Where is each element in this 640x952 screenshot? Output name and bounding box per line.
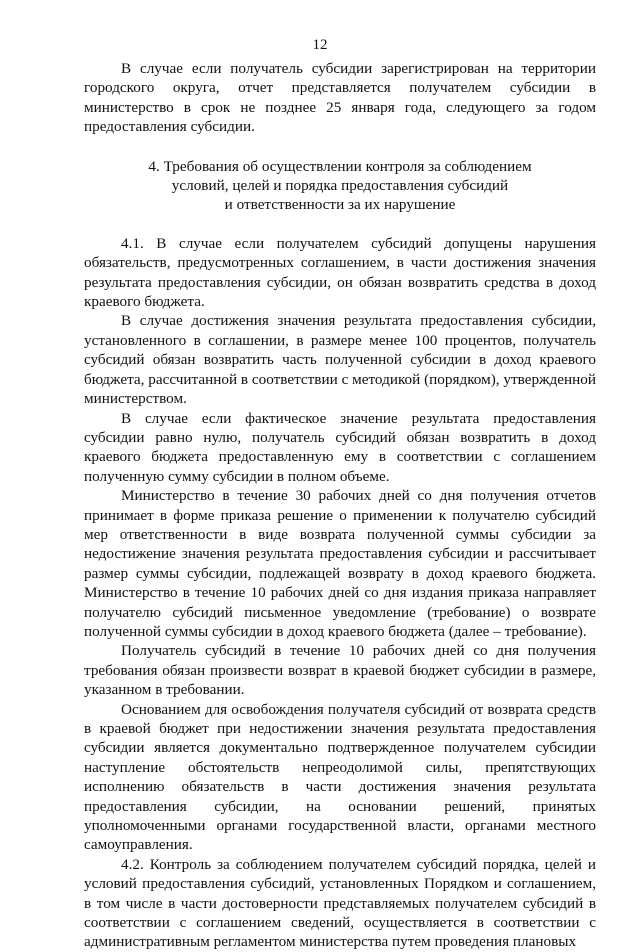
paragraph-zero-result: В случае если фактическое значение результата предоставления субсидии равно нулю, получатель субсидий обязан возвратить в доход краевого бюджета предоставленную ему в соответствии с соглашением полученную сумму субсидии в полном объеме. [84,409,596,485]
paragraph-partial-achievement: В случае достижения значения результата предоставления субсидии, установленного в соглашении, в размере менее 100 процентов, получатель субсидий обязан возвратить часть полученной субсидии в доход краевого бюджета, рассчитанной в соответствии с методикой (порядком), утвержденной министерством. [84,312,596,408]
paragraph-force-majeure: Основанием для освобождения получателя субсидий от возврата средств в краевой бюджет при недостижении значения результата предоставления субсидии является документально подтвержденное получателем субсидии наступление обстоятельств непреодолимой силы, препятствующих исполнению обязательств в части достижения значения результата предоставления субсидии, на основании решений, принятых уполномоченными органами государственной власти, органами местного самоуправления. [84,700,596,854]
paragraph-return-deadline: Получатель субсидий в течение 10 рабочих дней со дня получения требования обязан произвести возврат в краевой бюджет субсидии в размере, указанном в требовании. [84,642,596,699]
section-heading-line-3: и ответственности за их нарушение [224,196,456,214]
paragraph-ministry-decision: Министерство в течение 30 рабочих дней со дня получения отчетов принимает в форме приказа решение о применении к получателю субсидий мер ответственности в виде возврата полученной суммы субсидии за недостижение значения результата предоставления субсидии и рассчитывает размер суммы субсидии, подлежащей возврату в доход краевого бюджета. Министерство в течение 10 рабочих дней со дня издания приказа направляет получателю субсидий письменное уведомление (требование) о возврате полученной суммы субсидии в доход краевого бюджета (далее – требование). [84,487,596,640]
section-heading-line-2: условий, целей и порядка предоставления субсидий [171,177,509,195]
section-4-heading [84,157,596,215]
paragraph-report-deadline: В случае если получатель субсидии зарегистрирован на территории городского округа, отчет представляется получателем субсидии в министерство в срок не позднее 25 января года, следующего за годом предоставления субсидии. [84,60,596,136]
paragraph-4-2: 4.2. Контроль за соблюдением получателем субсидий порядка, целей и условий предоставления субсидий, установленных Порядком и соглашением, в том числе в части достоверности представляемых получателем субсидий в соответствии с соглашением сведений, осуществляется в соответствии с административным регламентом министерства путем проведения плановых [84,855,596,951]
page-number: 12 [312,37,328,53]
paragraph-4-1: 4.1. В случае если получателем субсидий допущены нарушения обязательств, предусмотренных соглашением, в части достижения значения результата предоставления субсидии, он обязан возвратить средства в доход краевого бюджета. [84,234,596,311]
page-content [84,59,596,952]
section-heading-line-1: 4. Требования об осуществлении контроля за соблюдением [148,157,532,175]
